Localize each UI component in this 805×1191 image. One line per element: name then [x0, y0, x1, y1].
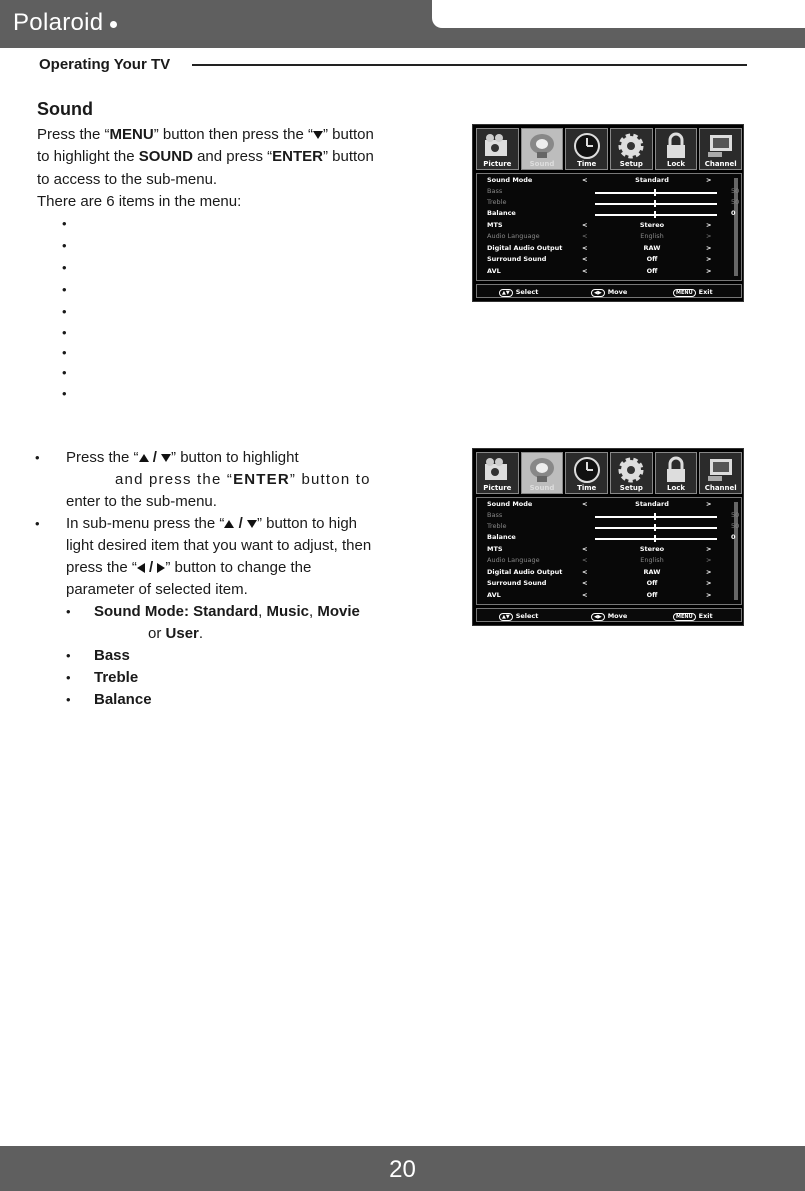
list-item: •: [62, 345, 67, 360]
lock-icon: [661, 456, 691, 484]
list-item: •: [62, 216, 67, 231]
step-2-line-1: In sub-menu press the “ / ” button to high: [66, 515, 358, 532]
gear-icon: [616, 456, 646, 484]
tab-lock[interactable]: Lock: [655, 452, 698, 494]
speaker-icon: [527, 132, 557, 160]
step-2-line-2: light desired item that you want to adjust, then: [66, 537, 372, 554]
header-tab: [432, 0, 805, 28]
list-item: •: [62, 365, 67, 380]
bass-item: Bass: [94, 647, 130, 664]
section-title: Operating Your TV: [39, 56, 171, 73]
menu-list: Sound Mode < Standard > Bass 50 Treble 50 Balance 0 MTS < Stereo > Audio Language < English > Digital Audio Output < RAW > Surround Sound < Off > AVL < Off >: [476, 173, 742, 281]
intro-line-4: There are 6 items in the menu:: [37, 193, 242, 210]
tab-sound[interactable]: Sound: [521, 128, 564, 170]
step-bullet: •: [35, 450, 40, 465]
camera-icon: [482, 132, 512, 160]
list-item: •: [62, 304, 67, 319]
down-arrow-icon: [313, 131, 323, 139]
step-1-line-2: and press the “ENTER” button to: [115, 471, 371, 488]
tv-icon: [706, 132, 736, 160]
clock-icon: [572, 456, 602, 484]
up-arrow-icon: [224, 520, 234, 528]
item-bullet: •: [66, 670, 71, 685]
menu-footer: [476, 608, 742, 622]
tab-time[interactable]: Time: [565, 452, 608, 494]
tab-lock[interactable]: Lock: [655, 128, 698, 170]
tab-setup[interactable]: Setup: [610, 128, 653, 170]
list-item: •: [62, 386, 67, 401]
intro-line-2: to highlight the SOUND and press “ENTER” button: [37, 148, 374, 165]
section-divider: [192, 64, 747, 66]
tv-menu-screenshot: [472, 448, 744, 626]
sound-mode-item-cont: or User.: [148, 625, 204, 642]
balance-item: Balance: [94, 691, 152, 708]
lock-icon: [661, 132, 691, 160]
clock-icon: [572, 132, 602, 160]
list-item: •: [62, 325, 67, 340]
step-2-line-4: parameter of selected item.: [66, 581, 248, 598]
step-1-line-1: Press the “ / ” button to highlight: [66, 449, 299, 466]
move-hint: ◀▶ Move: [591, 612, 627, 621]
tab-channel[interactable]: Channel: [699, 452, 742, 494]
exit-hint: MENU Exit: [673, 612, 713, 621]
menu-tabs: [476, 128, 742, 170]
item-bullet: •: [66, 692, 71, 707]
left-arrow-icon: [137, 563, 145, 573]
tv-menu-screenshot: [472, 124, 744, 302]
speaker-icon: [527, 456, 557, 484]
step-bullet: •: [35, 516, 40, 531]
select-hint: ▲▼ Select: [499, 612, 538, 621]
item-bullet: •: [66, 604, 71, 619]
down-arrow-icon: [161, 454, 171, 462]
list-item: •: [62, 282, 67, 297]
item-bullet: •: [66, 648, 71, 663]
treble-item: Treble: [94, 669, 139, 686]
tab-picture[interactable]: Picture: [476, 452, 519, 494]
down-arrow-icon: [247, 520, 257, 528]
tab-sound[interactable]: Sound: [521, 452, 564, 494]
brand-dot: [110, 21, 117, 28]
tab-time[interactable]: Time: [565, 128, 608, 170]
page-heading: Sound: [37, 99, 93, 119]
select-hint: ▲▼ Select: [499, 288, 538, 297]
tab-setup[interactable]: Setup: [610, 452, 653, 494]
step-1-line-3: enter to the sub-menu.: [66, 493, 217, 510]
step-2-line-3: press the “ / ” button to change the: [66, 559, 312, 576]
move-hint: ◀▶ Move: [591, 288, 627, 297]
menu-footer: [476, 284, 742, 298]
menu-tabs: [476, 452, 742, 494]
intro-line-1: Press the “MENU” button then press the “ ” button: [37, 126, 374, 143]
list-item: •: [62, 238, 67, 253]
sound-mode-item: Sound Mode: Standard, Music, Movie: [94, 603, 360, 620]
intro-line-3: to access to the sub-menu.: [37, 171, 218, 188]
tab-picture[interactable]: Picture: [476, 128, 519, 170]
up-arrow-icon: [139, 454, 149, 462]
brand-logo: Polaroid: [13, 9, 104, 36]
tv-icon: [706, 456, 736, 484]
exit-hint: MENU Exit: [673, 288, 713, 297]
camera-icon: [482, 456, 512, 484]
tab-channel[interactable]: Channel: [699, 128, 742, 170]
list-item: •: [62, 260, 67, 275]
page-number: 20: [389, 1156, 416, 1183]
menu-list: Sound Mode < Standard > Bass 50 Treble 50 Balance 0 MTS < Stereo > Audio Language < English > Digital Audio Output < RAW > Surround Sound < Off > AVL < Off >: [476, 497, 742, 605]
gear-icon: [616, 132, 646, 160]
